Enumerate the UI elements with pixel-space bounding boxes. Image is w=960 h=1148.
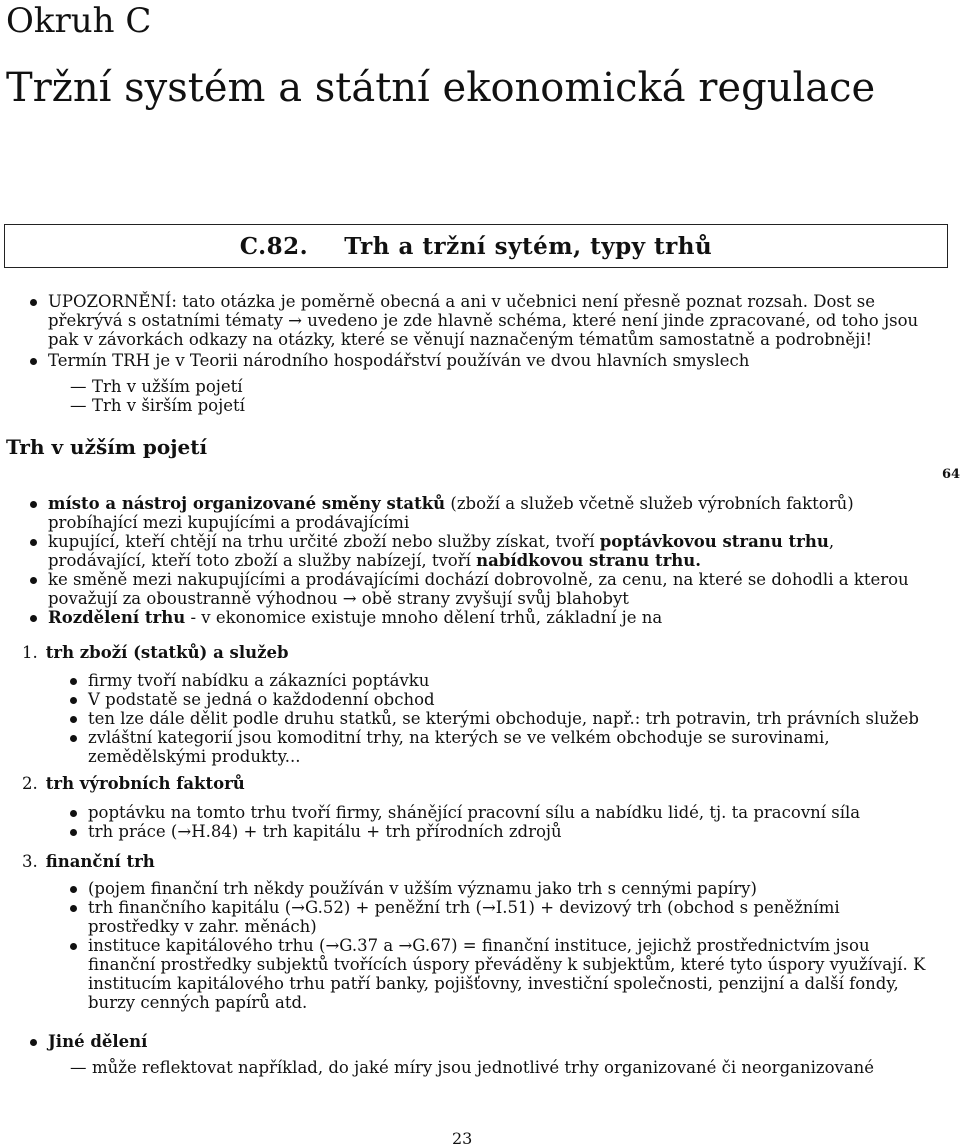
list-item: — může reflektovat například, do jaké míry jsou jednotlivé trhy organizované či neorganizované [8, 1058, 928, 1077]
term-bold: místo a nástroj organizované směny statků [48, 494, 446, 513]
section-number: C.82. [239, 232, 309, 260]
text: , prodávající, kteří toto zboží a služby nabízejí, tvoří [48, 532, 835, 570]
chapter-heading: Okruh C [6, 1, 152, 41]
list-item: — Trh v širším pojetí [8, 396, 928, 415]
section-title: Trh a tržní sytém, typy trhů [344, 232, 713, 260]
list-item: zvláštní kategorií jsou komoditní trhy, na kterých se ve velkém obchoduje se surovinami, zemědělskými produkty... [48, 728, 928, 766]
list-item: trh finančního kapitálu (→G.52) + peněžní trh (→I.51) + devizový trh (obchod s peněžními prostředky v zahr. měnách) [48, 898, 928, 936]
enum-title: finanční trh [45, 852, 155, 871]
market-type-list [48, 671, 928, 766]
section-heading-box [4, 224, 948, 268]
list-item [8, 532, 928, 570]
enum-number: 3. [22, 852, 38, 871]
page-number: 23 [452, 1129, 473, 1148]
chapter-title: Tržní systém a státní ekonomická regulace [6, 65, 876, 111]
list-item: ten lze dále dělit podle druhu statků, se kterými obchoduje, např.: trh potravin, trh právních služeb [48, 709, 928, 728]
list-item: ke směně mezi nakupujícími a prodávajícími dochází dobrovolně, za cenu, na které se dohodli a kterou považují za oboustranně výhodnou → obě strany zvyšují svůj blahobyt [8, 570, 928, 608]
list-item: firmy tvoří nabídku a zákazníci poptávku [48, 671, 928, 690]
list-item: V podstatě se jedná o každodenní obchod [48, 690, 928, 709]
enum-number: 2. [22, 774, 38, 793]
enum-title: trh výrobních faktorů [45, 774, 245, 793]
enum-number: 1. [22, 643, 38, 662]
narrow-sense-list [8, 494, 928, 627]
market-type-heading [22, 643, 289, 662]
term-bold: Rozdělení trhu [48, 608, 186, 627]
list-item: (pojem finanční trh někdy používán v užším významu jako trh s cennými papíry) [48, 879, 928, 898]
market-type-list [48, 803, 928, 841]
list-item: trh práce (→H.84) + trh kapitálu + trh přírodních zdrojů [48, 822, 928, 841]
enum-title: trh zboží (statků) a služeb [45, 643, 289, 662]
text: - v ekonomice existuje mnoho dělení trhů, základní je na [185, 608, 663, 627]
other-division-list [8, 1032, 928, 1051]
intro-list [8, 292, 928, 370]
list-item: poptávku na tomto trhu tvoří firmy, shánějící pracovní sílu a nabídku lidé, tj. ta pracovní síla [48, 803, 928, 822]
list-item [8, 608, 928, 627]
list-item: UPOZORNĚNÍ: tato otázka je poměrně obecná a ani v učebnici není přesně poznat rozsah. Dost se překrývá s ostatními tématy → uvedeno je zde hlavně schéma, které není jinde zpracované, od toho jsou pak v závorkách odkazy na otázky, které se věnují naznačeným tématům samostatně a podrobněji! [8, 292, 928, 349]
other-division-sublist [8, 1058, 928, 1077]
list-item [8, 494, 928, 532]
list-item [8, 1032, 928, 1051]
market-type-list [48, 879, 928, 1012]
text: kupující, kteří chtějí na trhu určité zboží nebo služby získat, tvoří [48, 532, 600, 551]
sense-list [8, 377, 928, 415]
term-bold: Jiné dělení [48, 1032, 148, 1051]
list-item: — Trh v užším pojetí [8, 377, 928, 396]
term-bold: poptávkovou stranu trhu [599, 532, 829, 551]
text: (zboží a služeb včetně služeb výrobních faktorů) probíhající mezi kupujícími a prodávajícími [48, 494, 854, 532]
market-type-heading [22, 774, 245, 793]
market-type-heading [22, 852, 155, 871]
list-item: Termín TRH je v Teorii národního hospodářství používán ve dvou hlavních smyslech [8, 351, 928, 370]
term-bold: nabídkovou stranu trhu. [476, 551, 702, 570]
subsection-title: Trh v užším pojetí [6, 435, 208, 459]
margin-number: 64 [942, 467, 960, 482]
list-item: instituce kapitálového trhu (→G.37 a →G.67) = finanční instituce, jejichž prostřednictvím jsou finanční prostředky subjektů tvořících úspory převáděny k subjektům, které tyto úspory využívají. K institucím kapitálového trhu patří banky, pojišťovny, investiční společnosti, penzijní a další fondy, burzy cenných papírů atd. [48, 936, 928, 1012]
